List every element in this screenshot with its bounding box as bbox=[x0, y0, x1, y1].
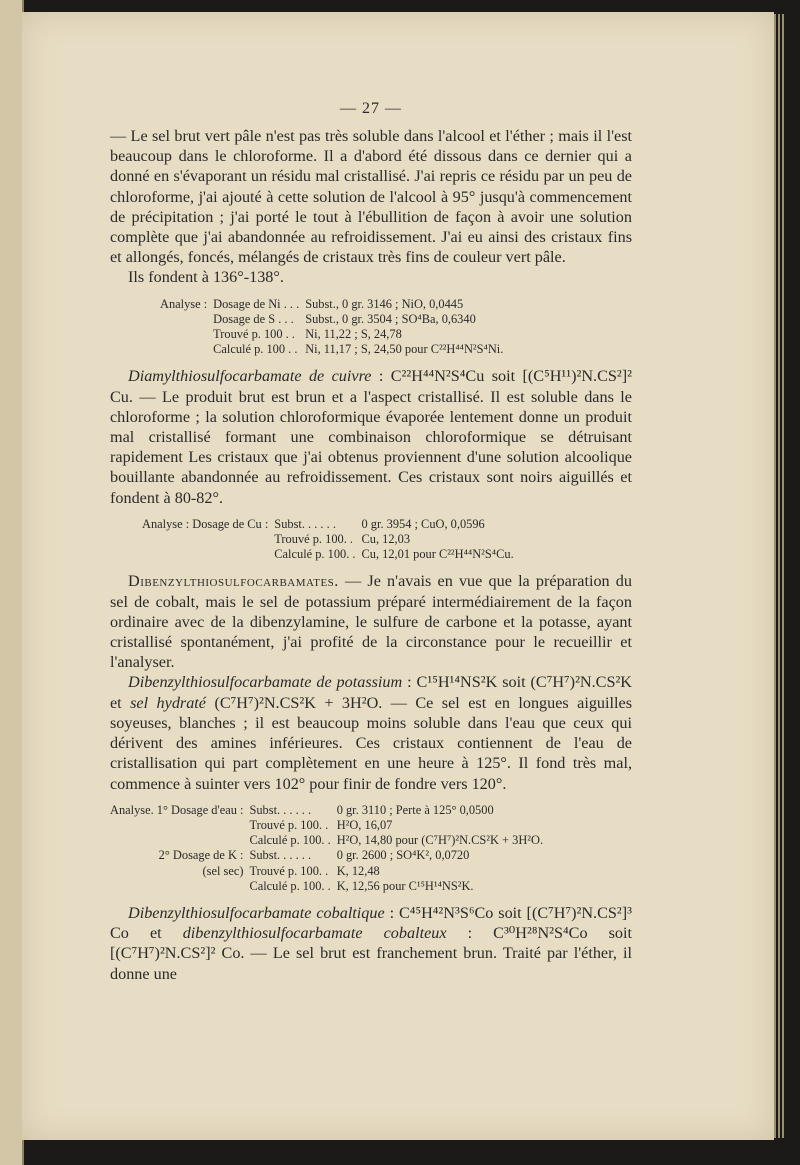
paragraph-solubility: — Le sel brut vert pâle n'est pas très soluble dans l'alcool et l'éther ; mais il l'est beaucoup dans le chloroforme. Il a d'abord été dissous dans ce dernier qui a donné en s'évaporant un résidu mal cristallisé. J'ai repris ce résidu par un peu de chloroforme, j'ai ajouté à cette solution de l'alcool à 95° jusqu'à commencement de précipitation ; j'ai porté le tout à l'ébullition de façon à avoir une solution complète que j'ai abandonnée au refroidissement. J'ai eu ainsi des cristaux fins et allongés, foncés, mélangés de cristaux très fins de couleur vert pâle. bbox=[110, 127, 632, 267]
analysis-measure: Subst. . . . . . bbox=[249, 802, 312, 817]
analysis-row bbox=[142, 532, 520, 547]
left-page-edge bbox=[0, 0, 24, 1165]
analysis-label: Analyse. 1° Dosage d'eau : bbox=[110, 802, 244, 817]
analysis-result: K, 12,56 pour C¹⁵H¹⁴NS²K. bbox=[336, 878, 474, 893]
page-stack-edge bbox=[774, 14, 776, 1138]
analysis-row bbox=[110, 833, 549, 848]
analysis-label: 2° Dosage de K : bbox=[158, 848, 244, 863]
paragraph-text: : C³⁰H²⁸N²S⁴Co soit [(C⁷H⁷)²N.CS²]² Co. — Le sel brut est franchement brun. Traité par l'éther, il donne une bbox=[110, 924, 633, 983]
analysis-measure: Trouvé p. 100 . . bbox=[213, 327, 295, 342]
analysis-table-copper bbox=[142, 517, 520, 563]
compound-name-hydrate: sel hydraté bbox=[130, 693, 206, 712]
analysis-row bbox=[110, 879, 549, 894]
analysis-label bbox=[160, 312, 213, 327]
paragraph-potassium-salt bbox=[110, 672, 632, 793]
analysis-row bbox=[110, 818, 549, 833]
compound-name: Diamylthiosulfocarbamate de cuivre bbox=[128, 367, 372, 386]
analysis-measure: Trouvé p. 100. . bbox=[249, 863, 329, 878]
analysis-result: Ni, 11,22 ; S, 24,78 bbox=[305, 327, 402, 342]
page-stack-edge bbox=[782, 14, 784, 1138]
compound-formula: : C²²H⁴⁴N²S⁴Cu soit [(C⁵H¹¹)²N.CS²]² Cu. bbox=[110, 367, 632, 406]
analysis-row bbox=[142, 517, 520, 532]
analysis-label bbox=[110, 818, 249, 833]
compound-name-cobaltous: dibenzylthiosulfocarbamate cobalteux bbox=[182, 924, 447, 943]
analysis-table-potassium bbox=[110, 803, 549, 894]
compound-formula: : C¹⁵H¹⁴NS²K soit (C⁷H⁷)²N.CS²K et bbox=[110, 673, 632, 712]
analysis-result: 0 gr. 3954 ; CuO, 0,0596 bbox=[361, 516, 485, 531]
analysis-result: H²O, 14,80 pour (C⁷H⁷)²N.CS²K + 3H²O. bbox=[336, 833, 544, 848]
analysis-measure: Subst. . . . . . bbox=[249, 848, 312, 863]
analysis-row bbox=[142, 547, 520, 562]
page-number: — 27 — bbox=[340, 100, 402, 117]
analysis-row bbox=[160, 342, 509, 357]
analysis-row bbox=[110, 848, 549, 863]
analysis-row bbox=[160, 297, 509, 312]
analysis-result: Subst., 0 gr. 3146 ; NiO, 0,0445 bbox=[305, 296, 464, 311]
section-heading: Dibenzylthiosulfocarbamates. bbox=[128, 572, 339, 591]
analysis-label: Analyse : Dosage de Cu : bbox=[142, 516, 269, 531]
analysis-result: Ni, 11,17 ; S, 24,50 pour C²²H⁴⁴N²S⁴Ni. bbox=[305, 342, 504, 357]
analysis-measure: Calculé p. 100. . bbox=[274, 547, 356, 562]
analysis-result: Subst., 0 gr. 3504 ; SO⁴Ba, 0,6340 bbox=[305, 311, 476, 326]
page-stack-edge bbox=[778, 14, 780, 1138]
paragraph-text: (C⁷H⁷)²N.CS²K + 3H²O. — Ce sel est en longues aiguilles soyeuses, blanches ; il est beaucoup moins soluble dans l'eau que ceux qui dérivent des amines inférieures. Ces cristaux contiennent de l'eau de cristallisation qui part complètement en une heure à 125°. Il fond très mal, commence à suinter vers 102° pour finir de fondre vers 120°. bbox=[110, 693, 632, 793]
analysis-label bbox=[142, 532, 274, 547]
analysis-measure: Calculé p. 100 . . bbox=[213, 342, 298, 357]
compound-name: Dibenzylthiosulfocarbamate de potassium bbox=[128, 673, 403, 692]
analysis-table-nickel bbox=[160, 297, 509, 358]
paragraph-text: — Je n'avais en vue que la préparation du sel de cobalt, mais le sel de potassium préparé intermédiairement de la façon ordinaire avec de la dibenzylamine, le sulfure de carbone et la potasse, ayant cristallisé spontanément, j'ai profité de la circonstance pour le recueillir et l'analyser. bbox=[110, 572, 632, 672]
analysis-measure: Trouvé p. 100. . bbox=[249, 817, 329, 832]
paragraph-text: — Le produit brut est brun et a l'aspect cristallisé. Il est soluble dans le chloroforme ; la solution chloroformique évaporée lentement donne un produit mal cristallisé formant une combinaison chloroformique se détruisant rapidement Les cristaux que j'ai obtenus proviennent d'une solution alcoolique bouillante abandonnée au refroidissement. Ces cristaux sont noirs aiguillés et fondent à 80-82°. bbox=[110, 387, 632, 507]
compound-formula: : C⁴⁵H⁴²N³S⁶Co soit [(C⁷H⁷)²N.CS²]³ Co et bbox=[110, 903, 632, 943]
analysis-row bbox=[160, 312, 509, 327]
analysis-measure: Trouvé p. 100. . bbox=[274, 532, 354, 547]
paragraph-dibenzyl-intro bbox=[110, 571, 632, 672]
analysis-label bbox=[110, 879, 249, 894]
analysis-label: Analyse : bbox=[160, 296, 208, 311]
analysis-result: Cu, 12,01 pour C²²H⁴⁴N²S⁴Cu. bbox=[361, 547, 514, 562]
analysis-label bbox=[142, 547, 274, 562]
analysis-row bbox=[110, 803, 549, 818]
compound-name: Dibenzylthiosulfocarbamate cobaltique bbox=[128, 903, 385, 922]
analysis-result: 0 gr. 3110 ; Perte à 125° 0,0500 bbox=[336, 802, 494, 817]
analysis-measure: Subst. . . . . . bbox=[274, 516, 336, 531]
analysis-row bbox=[160, 327, 509, 342]
paragraph-copper-salt bbox=[110, 366, 632, 507]
page-content bbox=[110, 100, 632, 984]
analysis-result: 0 gr. 2600 ; SO⁴K², 0,0720 bbox=[336, 848, 470, 863]
analysis-measure: Calculé p. 100. . bbox=[249, 833, 331, 848]
analysis-result: K, 12,48 bbox=[336, 863, 380, 878]
analysis-label: (sel sec) bbox=[202, 863, 244, 878]
analysis-measure: Dosage de Ni . . . bbox=[213, 296, 300, 311]
analysis-row bbox=[110, 864, 549, 879]
analysis-label bbox=[160, 342, 213, 357]
analysis-result: Cu, 12,03 bbox=[361, 532, 411, 547]
analysis-result: H²O, 16,07 bbox=[336, 817, 393, 832]
analysis-label bbox=[160, 327, 213, 342]
analysis-measure: Dosage de S . . . bbox=[213, 311, 294, 326]
analysis-measure: Calculé p. 100. . bbox=[249, 878, 331, 893]
paragraph-cobalt-salt bbox=[110, 903, 632, 984]
paragraph-melting-point: Ils fondent à 136°-138°. bbox=[128, 268, 284, 287]
analysis-label bbox=[110, 833, 249, 848]
